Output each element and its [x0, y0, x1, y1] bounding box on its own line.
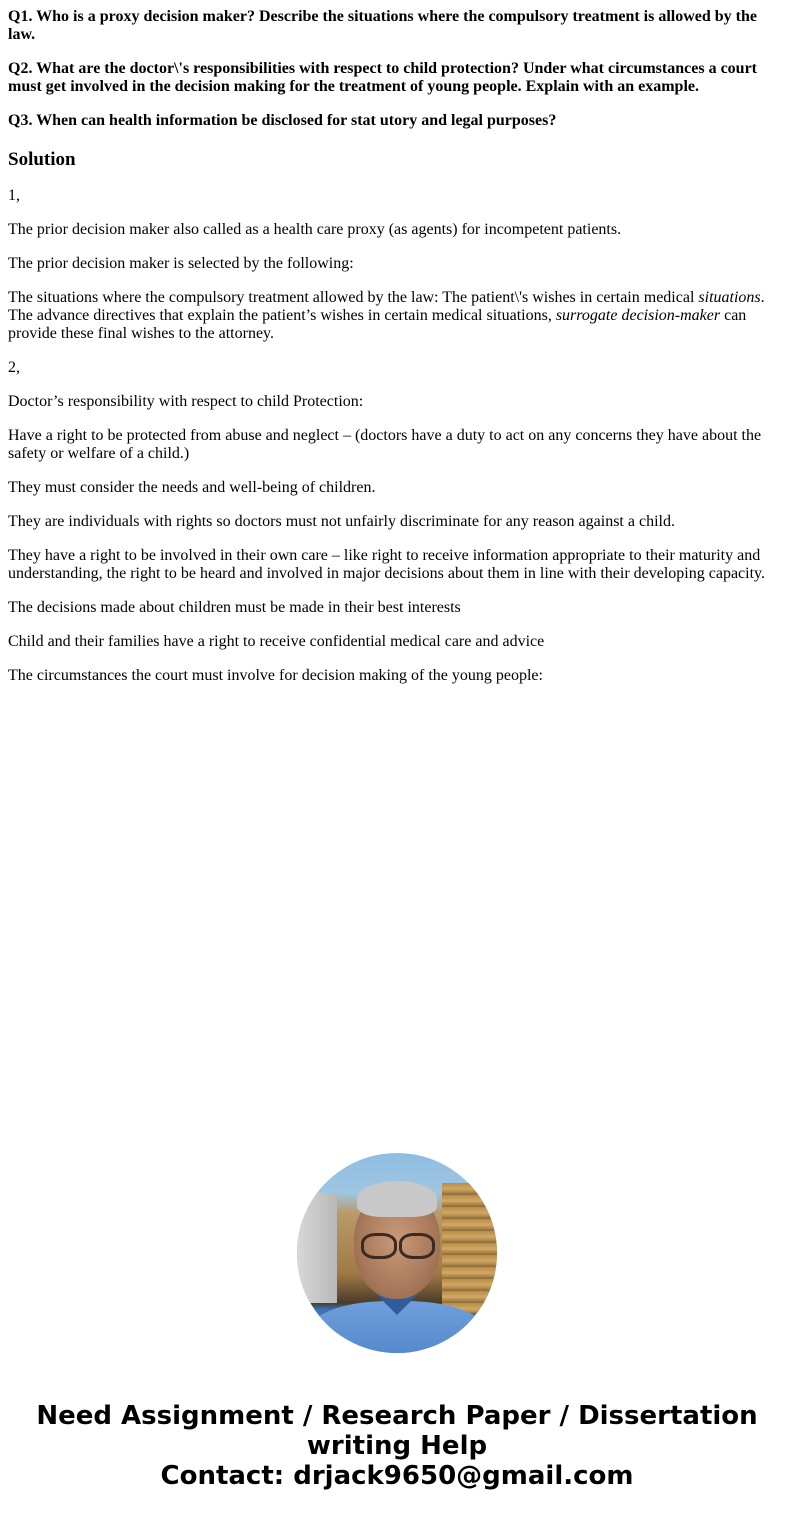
question-1: Q1. Who is a proxy decision maker? Describe the situations where the compulsory treatment is allowed by the law.: [8, 8, 758, 43]
answer-1-p3-end: can provide these final wishes to the attorney.: [8, 307, 747, 342]
answer-2-number: 2,: [8, 359, 20, 376]
promo-banner: [0, 1401, 794, 1491]
answer-2-point: They have a right to be involved in their own care – like right to receive information appropriate to their maturity and understanding, the right to be heard and involved in major decisions about them in line with their developing capacity.: [8, 547, 765, 582]
avatar-background-wall-left: [297, 1193, 337, 1303]
answer-1-p3-mid: . The advance directives that explain the patient’s wishes in certain medical situations,: [8, 289, 765, 324]
promo-line-2: writing Help: [306, 1431, 488, 1461]
document-body: [8, 0, 784, 701]
answer-2-point: Child and their families have a right to receive confidential medical care and advice: [8, 633, 545, 650]
promo-line-1: Need Assignment / Research Paper / Dissertation: [36, 1401, 758, 1431]
answer-1-paragraph-3: [8, 289, 784, 343]
answer-1-number: 1,: [8, 187, 20, 204]
answer-1-p3-start: The situations where the compulsory treatment allowed by the law: The patient\'s wishes in certain medical: [8, 289, 699, 306]
solution-heading: Solution: [8, 149, 76, 170]
answer-2-point: They are individuals with rights so doctors must not unfairly discriminate for any reason against a child.: [8, 513, 675, 530]
answer-2-intro: Doctor’s responsibility with respect to child Protection:: [8, 393, 364, 410]
answer-1-paragraph-1: The prior decision maker also called as a health care proxy (as agents) for incompetent patients.: [8, 221, 622, 238]
avatar-background-wall-right: [442, 1183, 497, 1313]
promo-contact: Contact: drjack9650@gmail.com: [160, 1461, 634, 1491]
answer-2-point: They must consider the needs and well-being of children.: [8, 479, 376, 496]
answer-2-point: The decisions made about children must be made in their best interests: [8, 599, 461, 616]
avatar-glasses-left: [361, 1233, 397, 1259]
avatar-glasses-right: [399, 1233, 435, 1259]
answer-1-p3-italic-surrogate: surrogate decision-maker: [555, 307, 721, 324]
answer-1-paragraph-2: The prior decision maker is selected by the following:: [8, 255, 354, 272]
question-2: Q2. What are the doctor\'s responsibilities with respect to child protection? Under what circumstances a court must get involved in the decision making for the treatment of young people. Explain with an example.: [8, 60, 757, 95]
promo-footer: [0, 1153, 794, 1491]
answer-1-p3-italic-situations: situations: [698, 289, 761, 306]
answer-2-point: The circumstances the court must involve for decision making of the young people:: [8, 667, 543, 684]
author-avatar: [297, 1153, 497, 1353]
question-3: Q3. When can health information be disclosed for stat utory and legal purposes?: [8, 112, 557, 129]
answer-2-point: Have a right to be protected from abuse and neglect – (doctors have a duty to act on any concerns they have about the safety or welfare of a child.): [8, 427, 762, 462]
avatar-hair: [357, 1181, 437, 1217]
